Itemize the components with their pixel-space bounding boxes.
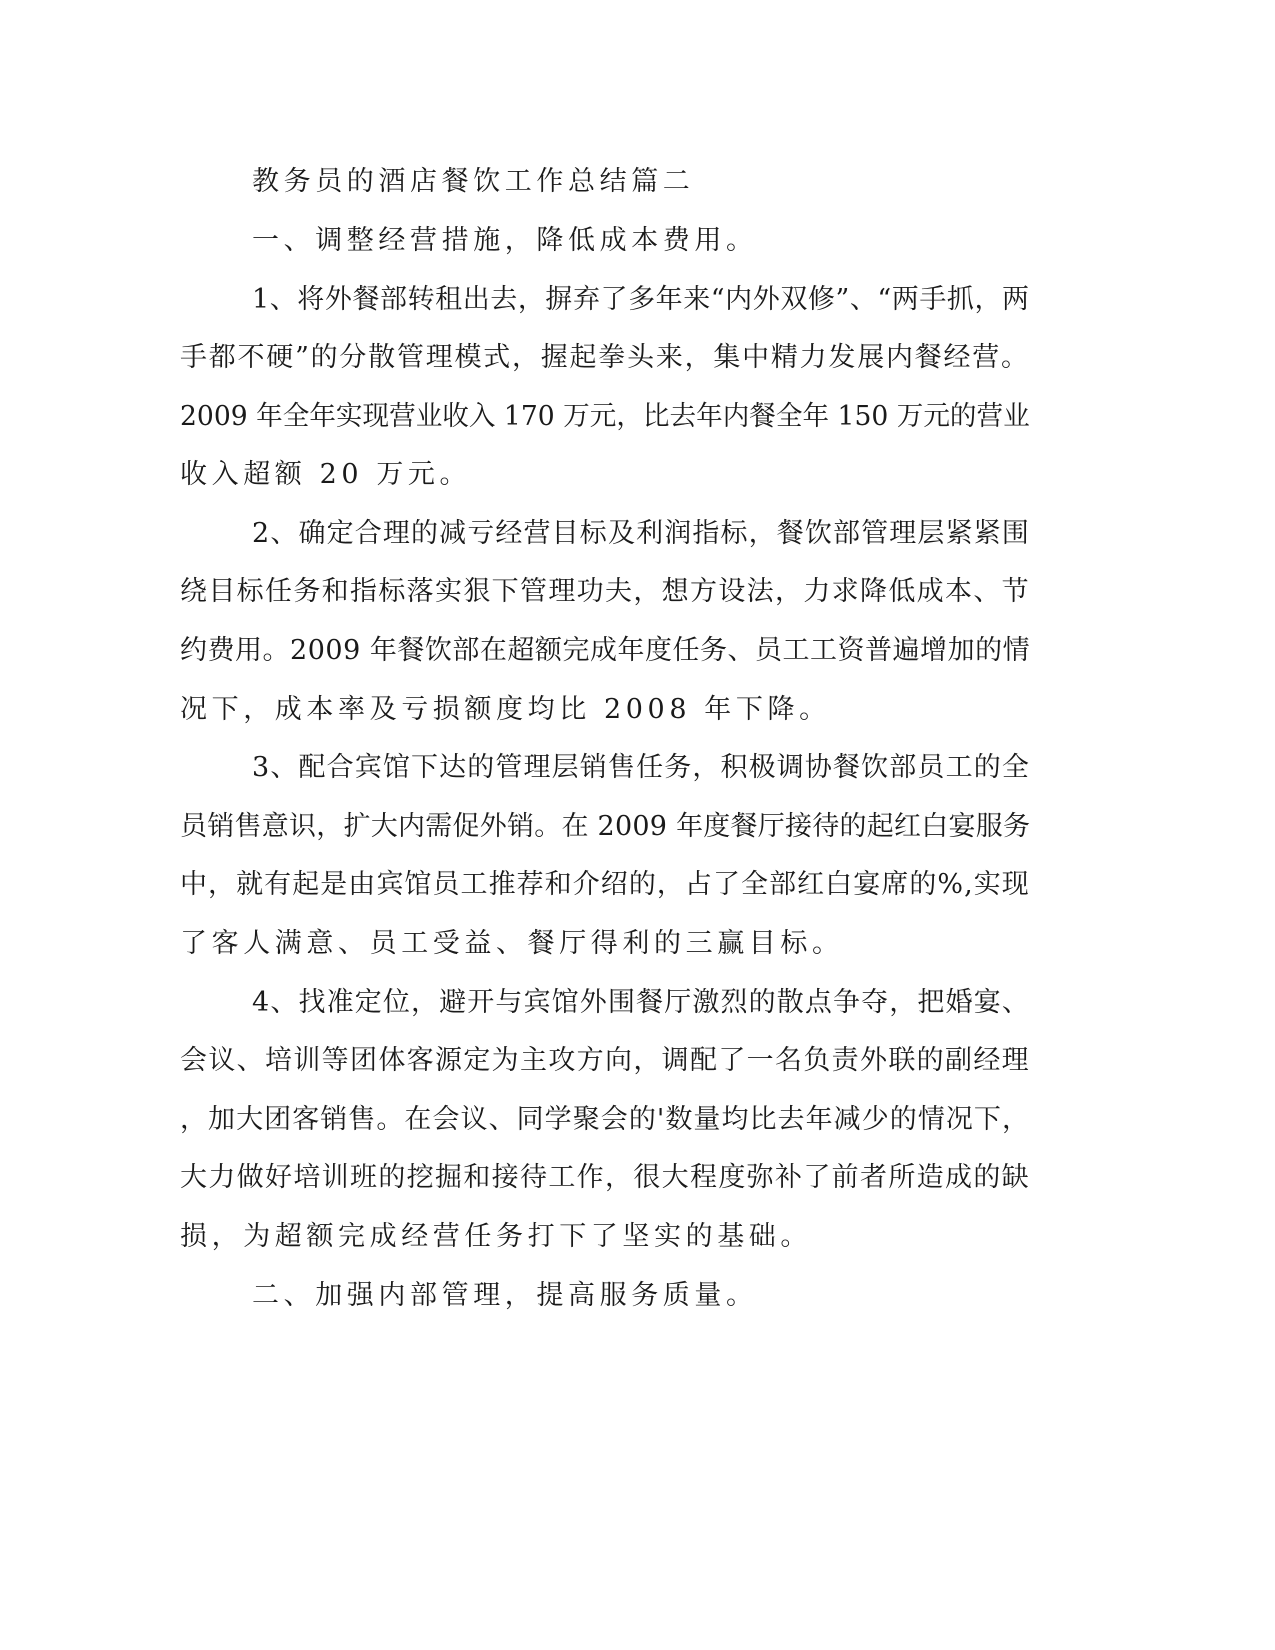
paragraph-line: 中，就有起是由宾馆员工推荐和介绍的，占了全部红白宴席的%,实现 [180, 869, 1030, 900]
paragraph-line: 会议、培训等团体客源定为主攻方向，调配了一名负责外联的副经理 [180, 1045, 1030, 1076]
document-title: 教务员的酒店餐饮工作总结篇二 [252, 166, 695, 197]
section-2-heading: 二、加强内部管理，提高服务质量。 [252, 1280, 758, 1311]
paragraph-line: ，加大团客销售。在会议、同学聚会的'数量均比去年减少的情况下， [180, 1104, 1031, 1135]
paragraph-line: 员销售意识，扩大内需促外销。在 2009 年度餐厅接待的起红白宴服务 [180, 811, 1031, 842]
paragraph-line: 3、配合宾馆下达的管理层销售任务，积极调协餐饮部员工的全 [252, 752, 1030, 783]
paragraph-line: 2009 年全年实现营业收入 170 万元，比去年内餐全年 150 万元的营业 [180, 401, 1030, 432]
paragraph-line: 4、找准定位，避开与宾馆外围餐厅激烈的散点争夺，把婚宴、 [252, 987, 1030, 1018]
paragraph-line: 2、确定合理的减亏经营目标及利润指标，餐饮部管理层紧紧围 [252, 518, 1030, 549]
paragraph-line: 1、将外餐部转租出去，摒弃了多年来“内外双修”、“两手抓，两 [252, 284, 1030, 315]
paragraph-line: 损，为超额完成经营任务打下了坚实的基础。 [180, 1221, 812, 1252]
paragraph-line: 约费用。2009 年餐饮部在超额完成年度任务、员工工资普遍增加的情 [180, 635, 1031, 666]
section-1-heading: 一、调整经营措施，降低成本费用。 [252, 225, 758, 256]
paragraph-line: 收入超额 20 万元。 [180, 459, 472, 490]
paragraph-line: 况下，成本率及亏损额度均比 2008 年下降。 [180, 694, 831, 725]
paragraph-line: 大力做好培训班的挖掘和接待工作，很大程度弥补了前者所造成的缺 [180, 1162, 1030, 1193]
paragraph-line: 绕目标任务和指标落实狠下管理功夫，想方设法，力求降低成本、节 [180, 576, 1030, 607]
paragraph-line: 手都不硬”的分散管理模式，握起拳头来，集中精力发展内餐经营。 [180, 342, 1030, 373]
paragraph-line: 了客人满意、员工受益、餐厅得利的三赢目标。 [180, 928, 844, 959]
